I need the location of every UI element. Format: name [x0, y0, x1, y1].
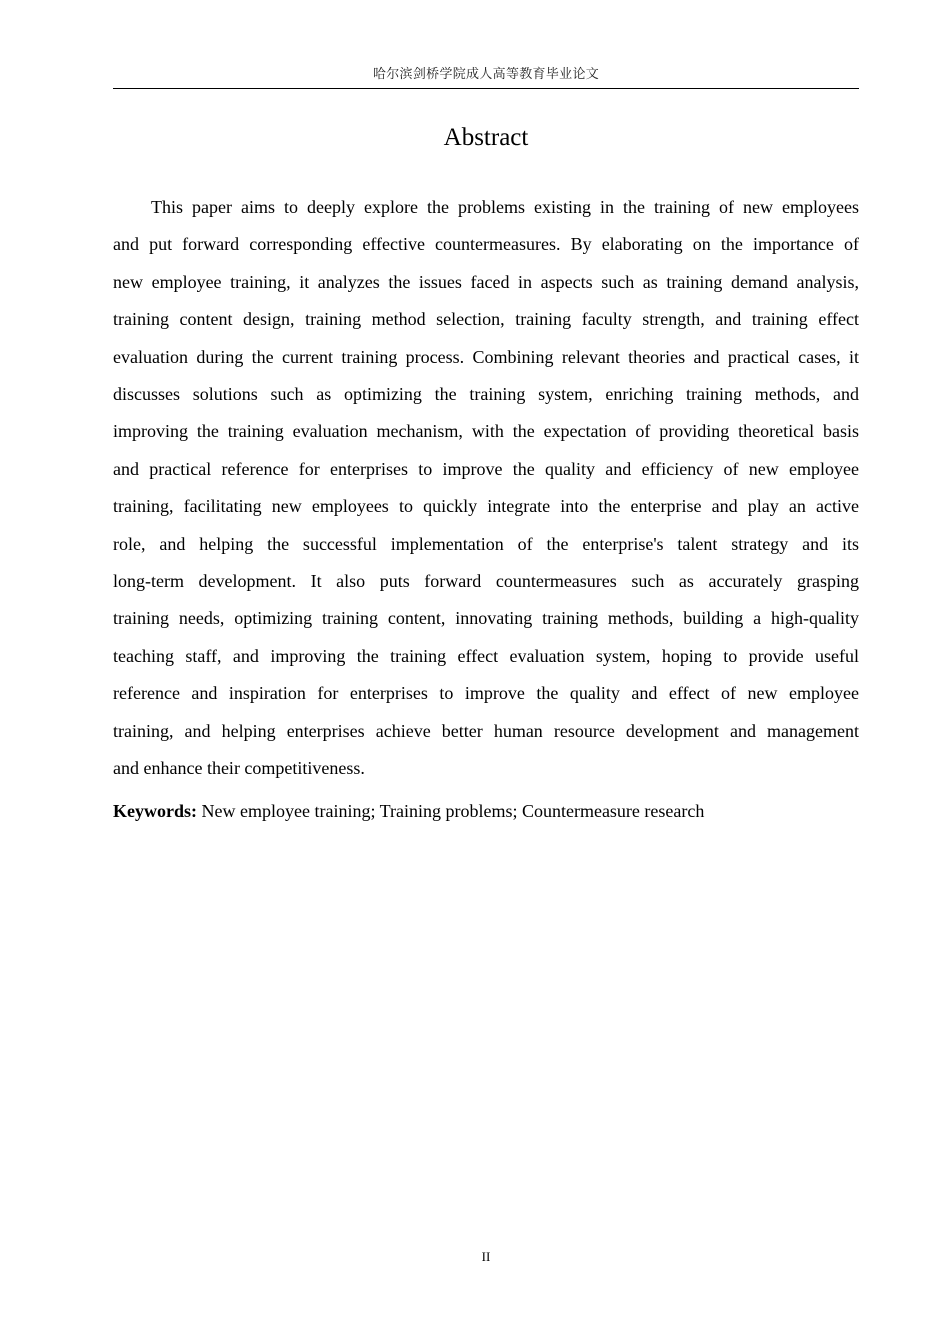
keywords	[113, 796, 859, 826]
abstract-line: long-term development. It also puts forward countermeasures such as accurately grasping	[113, 571, 859, 592]
abstract-line: and practical reference for enterprises to improve the quality and efficiency of new employee	[113, 458, 859, 479]
keywords-label: Keywords:	[113, 801, 197, 821]
abstract-line: reference and inspiration for enterprises to improve the quality and effect of new employee	[113, 683, 859, 704]
keywords-text: New employee training; Training problems; Countermeasure research	[201, 801, 705, 821]
abstract-line: teaching staff, and improving the training effect evaluation system, hoping to provide useful	[113, 645, 859, 666]
header-rule	[113, 88, 859, 89]
abstract-line: training needs, optimizing training content, innovating training methods, building a high-quality	[113, 608, 859, 629]
page-number: II	[481, 1249, 491, 1264]
abstract-line: This paper aims to deeply explore the problems existing in the training of new employees	[151, 197, 859, 217]
abstract-line: evaluation during the current training process. Combining relevant theories and practical cases, it	[113, 346, 859, 367]
abstract-title: Abstract	[443, 124, 529, 151]
abstract-line: new employee training, it analyzes the issues faced in aspects such as training demand analysis,	[113, 271, 859, 292]
abstract-line: training content design, training method selection, training faculty strength, and training effect	[113, 309, 859, 330]
abstract-line: training, and helping enterprises achieve better human resource development and management	[113, 720, 859, 741]
abstract-line: improving the training evaluation mechanism, with the expectation of providing theoretical basis	[113, 421, 859, 442]
abstract-line: training, facilitating new employees to quickly integrate into the enterprise and play an active	[113, 496, 859, 517]
abstract-paragraph	[113, 189, 859, 788]
abstract-line: discusses solutions such as optimizing the training system, enriching training methods, and	[113, 384, 859, 405]
abstract-line: and put forward corresponding effective countermeasures. By elaborating on the importance of	[113, 234, 859, 255]
abstract-line: and enhance their competitiveness.	[113, 758, 365, 779]
abstract-line: role, and helping the successful implementation of the enterprise's talent strategy and its	[113, 533, 859, 554]
running-header: 哈尔滨剑桥学院成人高等教育毕业论文	[372, 67, 600, 82]
